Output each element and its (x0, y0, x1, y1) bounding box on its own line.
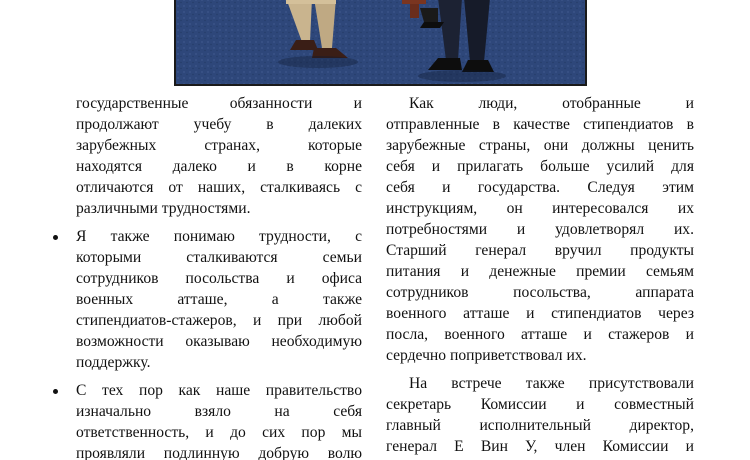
text-line: зарубежные страны, они должны ценить (386, 137, 694, 154)
text-line: стипендиатов-стажеров, и при любой (76, 312, 362, 329)
text-line: находятся далеко и в корне (76, 158, 362, 175)
text-line: продолжают учебу в далеких (76, 116, 362, 133)
text-line: изначально взяло на себя (76, 403, 362, 420)
text-line: проявляли подлинную добрую волю (76, 445, 362, 460)
bullet-item (76, 380, 362, 460)
text-line: С тех пор как наше правительство (76, 382, 362, 399)
right-column (386, 93, 694, 457)
text-line: генерал Е Вин У, член Комиссии и (386, 438, 694, 455)
text-line: Старший генерал вручил продукты (386, 242, 694, 259)
paragraph (386, 373, 694, 457)
text-line: секретарь Комиссии и совместный (386, 396, 694, 413)
text-line: питания и денежные премии семьям (386, 263, 694, 280)
text-line: себя и государства. Следуя этим (386, 179, 694, 196)
text-line: посла, военного атташе и стажеров и (386, 326, 694, 343)
text-line: отправленные в качестве стипендиатов в (386, 116, 694, 133)
paragraph (386, 93, 694, 366)
text-line: потребностями и удовлетворял их. (386, 221, 694, 238)
photo-illustration (176, 0, 585, 84)
text-line: поддержку. (76, 354, 151, 371)
bullet-dot-icon (53, 235, 58, 240)
text-line: различными трудностями. (76, 200, 251, 217)
text-line: которыми сталкиваются семьи (76, 249, 362, 266)
text-line: главный исполнительный директор, (386, 417, 694, 434)
text-line: военных атташе, а также (76, 291, 362, 308)
continuation-paragraph (76, 93, 362, 219)
text-line: ответственность, и до сих пор мы (76, 424, 362, 441)
bullet-dot-icon (53, 389, 58, 394)
text-line: инструкциям, он интересовался их (386, 200, 694, 217)
text-line: сотрудников посольства, аппарата (386, 284, 694, 301)
left-column (76, 93, 362, 460)
text-line: Я также понимаю трудности, с (76, 228, 362, 245)
news-photo (174, 0, 587, 86)
text-line: отличаются от наших, сталкиваясь с (76, 179, 362, 196)
bullet-item (76, 226, 362, 373)
text-line: себя и прилагать больше усилий для (386, 158, 694, 175)
text-line: зарубежных странах, которые (76, 137, 362, 154)
text-line: государственные обязанности и (76, 95, 362, 112)
text-line: военного атташе и стипендиатов через (386, 305, 694, 322)
text-line: возможности оказываю необходимую (76, 333, 362, 350)
text-line: сердечно поприветствовал их. (386, 347, 587, 364)
text-line: Как люди, отобранные и (409, 95, 694, 112)
text-line: На встрече также присутствовали (409, 375, 694, 392)
text-line: сотрудников посольства и офиса (76, 270, 362, 287)
